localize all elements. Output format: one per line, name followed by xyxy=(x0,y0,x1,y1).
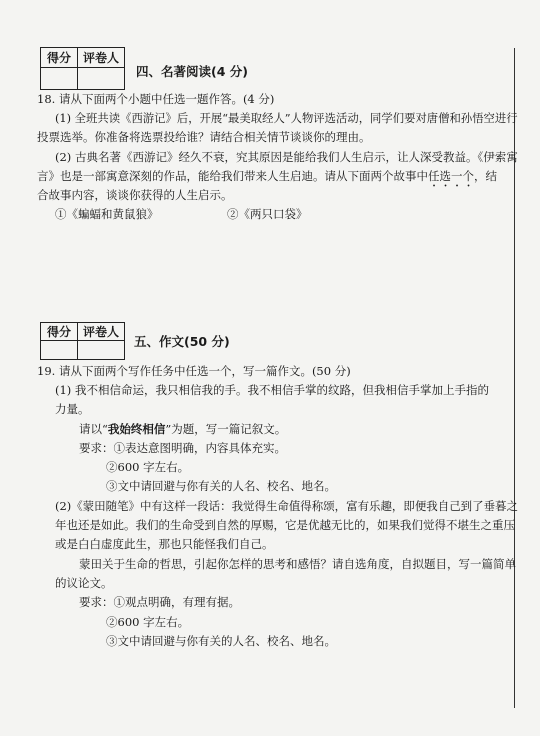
q19-t1-line2: 力量。 xyxy=(55,402,90,416)
q19-t1-line1: (1) 我不相信命运，我只相信我的手。我不相信手掌的纹路，但我相信手掌加上手指的 xyxy=(55,383,489,397)
q19-t2-req1: 要求：①观点明确，有理有据。 xyxy=(79,595,240,609)
score-cell[interactable] xyxy=(41,341,78,360)
section5-title: 五、作文(50 分) xyxy=(134,334,230,349)
margin-line xyxy=(514,48,515,708)
grader-label: 评卷人 xyxy=(78,323,125,341)
section4-title: 四、名著阅读(4 分) xyxy=(136,64,248,79)
q19-stem: 19. 请从下面两个写作任务中任选一个，写一篇作文。(50 分) xyxy=(37,364,351,378)
emphasis-text: 任选一个 xyxy=(428,169,474,183)
q19-t2-line1: (2)《蒙田随笔》中有这样一段话：我觉得生命值得称颂，富有乐趣，即便我自己到了垂暮之 xyxy=(55,499,518,513)
q18-p2-line1: (2) 古典名著《西游记》经久不衰，究其原因是能给我们人生启示，让人深受教益。《伊索寓 xyxy=(55,150,518,164)
q19-t1-req3: ③文中请回避与你有关的人名、校名、地名。 xyxy=(106,479,336,493)
q18-p2-line2: 言》也是一部寓意深刻的作品，能给我们带来人生启迪。请从下面两个故事中任选一个，结 xyxy=(37,169,497,183)
q19-t2-line3: 或是白白虚度此生，那也只能怪我们自己。 xyxy=(55,537,274,551)
q19-t2-req2: ②600 字左右。 xyxy=(106,615,190,629)
score-cell[interactable] xyxy=(41,68,78,90)
q18-p2-line3: 合故事内容，谈谈你获得的人生启示。 xyxy=(37,188,233,202)
q19-t2-line2: 年也还是如此。我们的生命受到自然的厚赐，它是优越无比的，如果我们觉得不堪生之重压 xyxy=(55,518,515,532)
q19-t1-prompt: 请以“我始终相信”为题，写一篇记叙文。 xyxy=(79,422,287,436)
q19-t2-line5: 的议论文。 xyxy=(55,576,113,590)
q19-t2-req3: ③文中请回避与你有关的人名、校名、地名。 xyxy=(106,634,336,648)
grader-cell[interactable] xyxy=(78,341,125,360)
score-table-section5 xyxy=(40,322,125,360)
score-label: 得分 xyxy=(41,323,78,341)
q18-stem: 18. 请从下面两个小题中任选一题作答。(4 分) xyxy=(37,92,275,106)
grader-cell[interactable] xyxy=(78,68,125,90)
score-table-section4 xyxy=(40,47,125,90)
grader-label: 评卷人 xyxy=(78,48,125,68)
q18-p1-line1: (1) 全班共读《西游记》后，开展“最美取经人”人物评选活动，同学们要对唐僧和孙悟空进行 xyxy=(55,111,518,125)
q18-option2: ②《两只口袋》 xyxy=(227,207,308,221)
q19-t2-line4: 蒙田关于生命的哲思，引起你怎样的思考和感悟？请自选角度，自拟题目，写一篇简单 xyxy=(79,557,516,571)
q18-option1: ①《蝙蝠和黄鼠狼》 xyxy=(55,207,159,221)
q18-p1-line2: 投票选举。你准备将选票投给谁？请结合相关情节谈谈你的理由。 xyxy=(37,130,371,144)
score-label: 得分 xyxy=(41,48,78,68)
q19-t1-req1: 要求：①表达意图明确，内容具体充实。 xyxy=(79,441,286,455)
q19-t1-req2: ②600 字左右。 xyxy=(106,460,190,474)
essay-title: 我始终相信 xyxy=(107,422,166,436)
